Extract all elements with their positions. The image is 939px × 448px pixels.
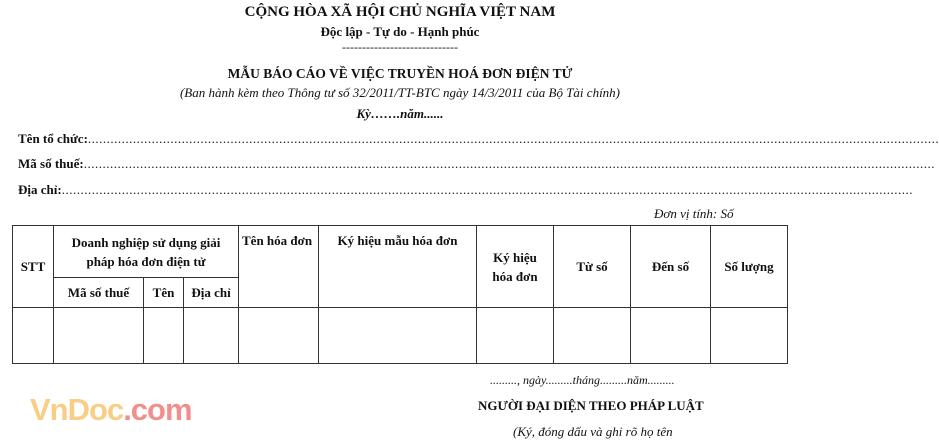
vndoc-watermark: VnDoc.com (30, 392, 192, 427)
tax-code-field[interactable] (18, 156, 935, 172)
field-dots: ................................................................................................................................................................................................................................... (61, 182, 913, 197)
header-stt: STT (13, 226, 54, 308)
field-dots: ................................................................................................................................................................................................................................... (87, 131, 939, 146)
signature-role: NGƯỜI ĐẠI DIỆN THEO PHÁP LUẬT (478, 398, 704, 413)
report-table (12, 225, 788, 364)
header-from-no: Từ số (554, 226, 631, 308)
header-tax-code: Mã số thuế (54, 278, 144, 308)
header-address: Địa chỉ (184, 278, 239, 308)
signature-note: (Ký, đóng dấu và ghi rõ họ tên (513, 424, 673, 439)
field-label: Mã số thuế: (18, 156, 84, 171)
form-title: MẪU BÁO CÁO VỀ VIỆC TRUYỀN HOÁ ĐƠN ĐIỆN TỬ (227, 66, 573, 81)
national-title: CỘNG HÒA XÃ HỘI CHỦ NGHĨA VIỆT NAM (244, 4, 556, 20)
address-field[interactable] (18, 182, 913, 198)
header-name: Tên (144, 278, 184, 308)
header-invoice-name: Tên hóa đơn (239, 226, 319, 308)
cell[interactable] (144, 308, 184, 364)
cell[interactable] (631, 308, 711, 364)
cell[interactable] (239, 308, 319, 364)
header-enterprise: Doanh nghiệp sử dụng giải pháp hóa đơn điện tử (54, 226, 239, 278)
period-line: Kỳ…….năm...... (356, 106, 444, 121)
cell[interactable] (184, 308, 239, 364)
cell[interactable] (13, 308, 54, 364)
field-label: Tên tổ chức: (18, 131, 88, 146)
signature-date: ........., ngày.........tháng.........năm......... (490, 373, 675, 387)
separator: ----------------------------- (342, 40, 458, 54)
cell[interactable] (477, 308, 554, 364)
header-to-no: Đến số (631, 226, 711, 308)
table-row (13, 308, 788, 364)
header-template-symbol: Ký hiệu mẫu hóa đơn (319, 226, 477, 308)
org-name-field[interactable] (18, 131, 939, 147)
header-quantity: Số lượng (711, 226, 788, 308)
header-invoice-symbol: Ký hiệu hóa đơn (477, 226, 554, 308)
form-subtitle: (Ban hành kèm theo Thông tư số 32/2011/TT-BTC ngày 14/3/2011 của Bộ Tài chính) (179, 85, 621, 100)
cell[interactable] (711, 308, 788, 364)
field-label: Địa chỉ: (18, 182, 62, 197)
cell[interactable] (319, 308, 477, 364)
unit-label: Đơn vị tính: Số (654, 206, 734, 221)
field-dots: ................................................................................................................................................................................................................................... (83, 156, 935, 171)
cell[interactable] (54, 308, 144, 364)
motto: Độc lập - Tự do - Hạnh phúc (320, 24, 480, 39)
cell[interactable] (554, 308, 631, 364)
